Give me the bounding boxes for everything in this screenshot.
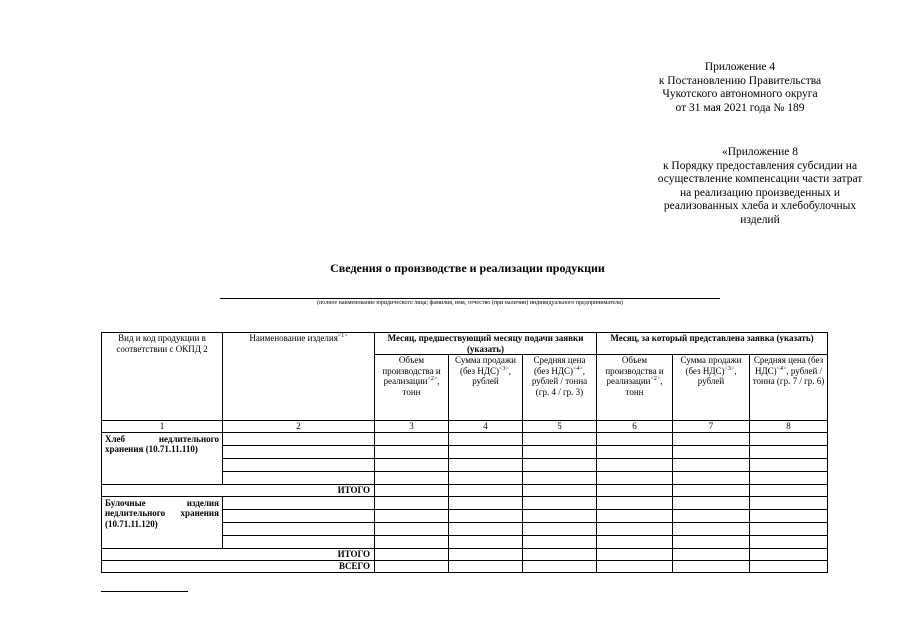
table-cell — [750, 509, 828, 522]
subtotal-label: ИТОГО — [102, 484, 375, 496]
table-cell — [449, 548, 523, 560]
header-unit: , тонн — [402, 376, 440, 397]
appendix-8-line: осуществление компенсации части затрат — [657, 173, 863, 185]
appendix-4-line: от 31 мая 2021 года № 189 — [675, 101, 805, 114]
table-cell — [375, 445, 449, 458]
header-unit: , рублей /тонна (гр. 7 / гр. 6) — [752, 365, 825, 386]
table-cell — [375, 484, 449, 496]
product-rolls-cell: Булочные изделия недлительного хранения (10.71.11.120) — [102, 496, 223, 548]
table-cell — [597, 496, 673, 509]
table-cell — [750, 432, 828, 445]
table-cell — [223, 496, 375, 509]
table-cell — [597, 458, 673, 471]
header-sum-prev — [449, 355, 523, 421]
table-cell — [523, 560, 597, 572]
appendix-8-line: изделий — [740, 213, 780, 226]
table-cell — [449, 432, 523, 445]
header-price-text: Средняя цена (без НДС) — [533, 355, 586, 376]
header-volume-text: Объем производства и реализации — [382, 355, 441, 386]
header-sum-cur — [673, 355, 750, 421]
table-cell — [523, 432, 597, 445]
table-cell — [449, 458, 523, 471]
table-cell — [750, 535, 828, 548]
table-row — [102, 432, 828, 445]
table-cell — [375, 535, 449, 548]
subtotal-row — [102, 484, 828, 496]
table-cell — [750, 471, 828, 484]
table-cell — [449, 509, 523, 522]
table-cell — [223, 445, 375, 458]
appendix-4-line: Чукотского автономного округа — [662, 88, 818, 100]
table-cell — [223, 535, 375, 548]
production-table — [101, 332, 828, 573]
table-cell — [597, 522, 673, 535]
header-unit: , рублей / тонна (гр. 4 / гр. 3) — [531, 365, 588, 397]
table-cell — [750, 548, 828, 560]
table-cell — [523, 535, 597, 548]
table-cell — [449, 471, 523, 484]
grand-total-row — [102, 560, 828, 572]
header-price-prev — [523, 355, 597, 421]
table-cell — [597, 484, 673, 496]
header-price-text: Средняя цена (без НДС) — [753, 355, 824, 376]
table-cell — [673, 535, 750, 548]
table-cell — [597, 548, 673, 560]
table-cell — [750, 484, 828, 496]
table-cell — [523, 509, 597, 522]
table-cell — [523, 484, 597, 496]
footnote-ref: <2> — [650, 376, 661, 382]
header-previous-month: Месяц, предшествующий месяцу подачи заявки (указать) — [375, 333, 597, 355]
subtotal-row — [102, 548, 828, 560]
column-number: 8 — [750, 421, 828, 433]
table-cell — [523, 496, 597, 509]
table-cell — [223, 471, 375, 484]
table-cell — [673, 548, 750, 560]
table-cell — [375, 458, 449, 471]
table-cell — [449, 484, 523, 496]
table-cell — [750, 445, 828, 458]
table-cell — [597, 560, 673, 572]
table-cell — [375, 548, 449, 560]
table-cell — [449, 535, 523, 548]
table-cell — [449, 560, 523, 572]
appendix-4-heading — [600, 61, 880, 115]
column-number: 1 — [102, 421, 223, 433]
header-volume-text: Объем производства и реализации — [605, 355, 664, 386]
table-cell — [673, 432, 750, 445]
product-bread-cell: Хлеб недлительного хранения (10.71.11.110) — [102, 432, 223, 484]
appendix-4-line: к Постановлению Правительства — [658, 74, 822, 87]
table-cell — [750, 496, 828, 509]
table-cell — [449, 522, 523, 535]
table-cell — [673, 560, 750, 572]
table-cell — [673, 458, 750, 471]
column-number: 2 — [223, 421, 375, 433]
table-cell — [673, 522, 750, 535]
document-title: Сведения о производстве и реализации продукции — [330, 261, 605, 275]
appendix-8-line: к Порядку предоставления субсидии на — [662, 159, 858, 172]
header-unit: , рублей — [697, 365, 737, 386]
header-unit: , тонн — [625, 376, 663, 397]
header-sum-text: Сумма продажи (без НДС) — [680, 355, 742, 376]
column-number: 3 — [375, 421, 449, 433]
table-cell — [375, 560, 449, 572]
appendix-4-line: Приложение 4 — [704, 61, 776, 73]
table-cell — [375, 509, 449, 522]
header-row-1 — [102, 333, 828, 355]
footnote-ref: <3> — [724, 365, 735, 372]
header-current-month: Месяц, за который представлена заявка (указать) — [597, 333, 828, 355]
table-cell — [375, 496, 449, 509]
table-cell — [223, 522, 375, 535]
table-cell — [597, 535, 673, 548]
table-cell — [523, 458, 597, 471]
table-cell — [750, 458, 828, 471]
table-cell — [597, 445, 673, 458]
table-cell — [597, 432, 673, 445]
table-cell — [449, 445, 523, 458]
appendix-8-line: реализованных хлеба и хлебобулочных — [663, 200, 857, 212]
appendix-8-line: на реализацию произведенных и — [679, 186, 841, 199]
table-cell — [375, 471, 449, 484]
table-cell — [375, 522, 449, 535]
header-volume-cur — [597, 355, 673, 421]
table-cell — [750, 560, 828, 572]
table-cell — [597, 509, 673, 522]
table-cell — [223, 432, 375, 445]
header-sum-text: Сумма продажи (без НДС) — [455, 355, 516, 376]
column-number: 4 — [449, 421, 523, 433]
table-cell — [523, 471, 597, 484]
column-number: 7 — [673, 421, 750, 433]
footnote-ref: <3> — [498, 365, 509, 372]
header-product-name-text: Наименование изделия — [249, 333, 338, 343]
footnote-separator — [101, 591, 188, 592]
footnote-ref: <1> — [337, 333, 348, 339]
table-cell — [673, 471, 750, 484]
column-numbers-row — [102, 421, 828, 433]
table-cell — [223, 458, 375, 471]
table-cell — [523, 548, 597, 560]
appendix-8-heading — [620, 146, 900, 227]
subtotal-label: ИТОГО — [102, 548, 375, 560]
header-price-cur — [750, 355, 828, 421]
table-cell — [223, 509, 375, 522]
header-product-name — [223, 333, 375, 421]
footnote-ref: <2> — [427, 376, 438, 382]
header-volume-prev — [375, 355, 449, 421]
table-cell — [673, 484, 750, 496]
table-cell — [673, 509, 750, 522]
table-cell — [673, 496, 750, 509]
column-number: 6 — [597, 421, 673, 433]
footnote-ref: <4> — [572, 365, 583, 372]
table-cell — [523, 522, 597, 535]
organization-name-caption: (полное наименование юридического лица; фамилия, имя, отчество (при наличии) индивидуального предпринимателя) — [317, 300, 623, 306]
organization-name-line — [220, 298, 720, 299]
footnote-ref: <4> — [776, 365, 787, 372]
table-cell — [375, 432, 449, 445]
grand-total-label: ВСЕГО — [102, 560, 375, 572]
column-number: 5 — [523, 421, 597, 433]
appendix-8-line: «Приложение 8 — [721, 146, 799, 158]
table-row — [102, 496, 828, 509]
table-cell — [673, 445, 750, 458]
table-cell — [750, 522, 828, 535]
header-unit: , рублей — [472, 365, 512, 386]
table-cell — [523, 445, 597, 458]
table-cell — [449, 496, 523, 509]
table-cell — [597, 471, 673, 484]
header-product-code: Вид и код продукции в соответствии с ОКПД 2 — [102, 333, 223, 421]
